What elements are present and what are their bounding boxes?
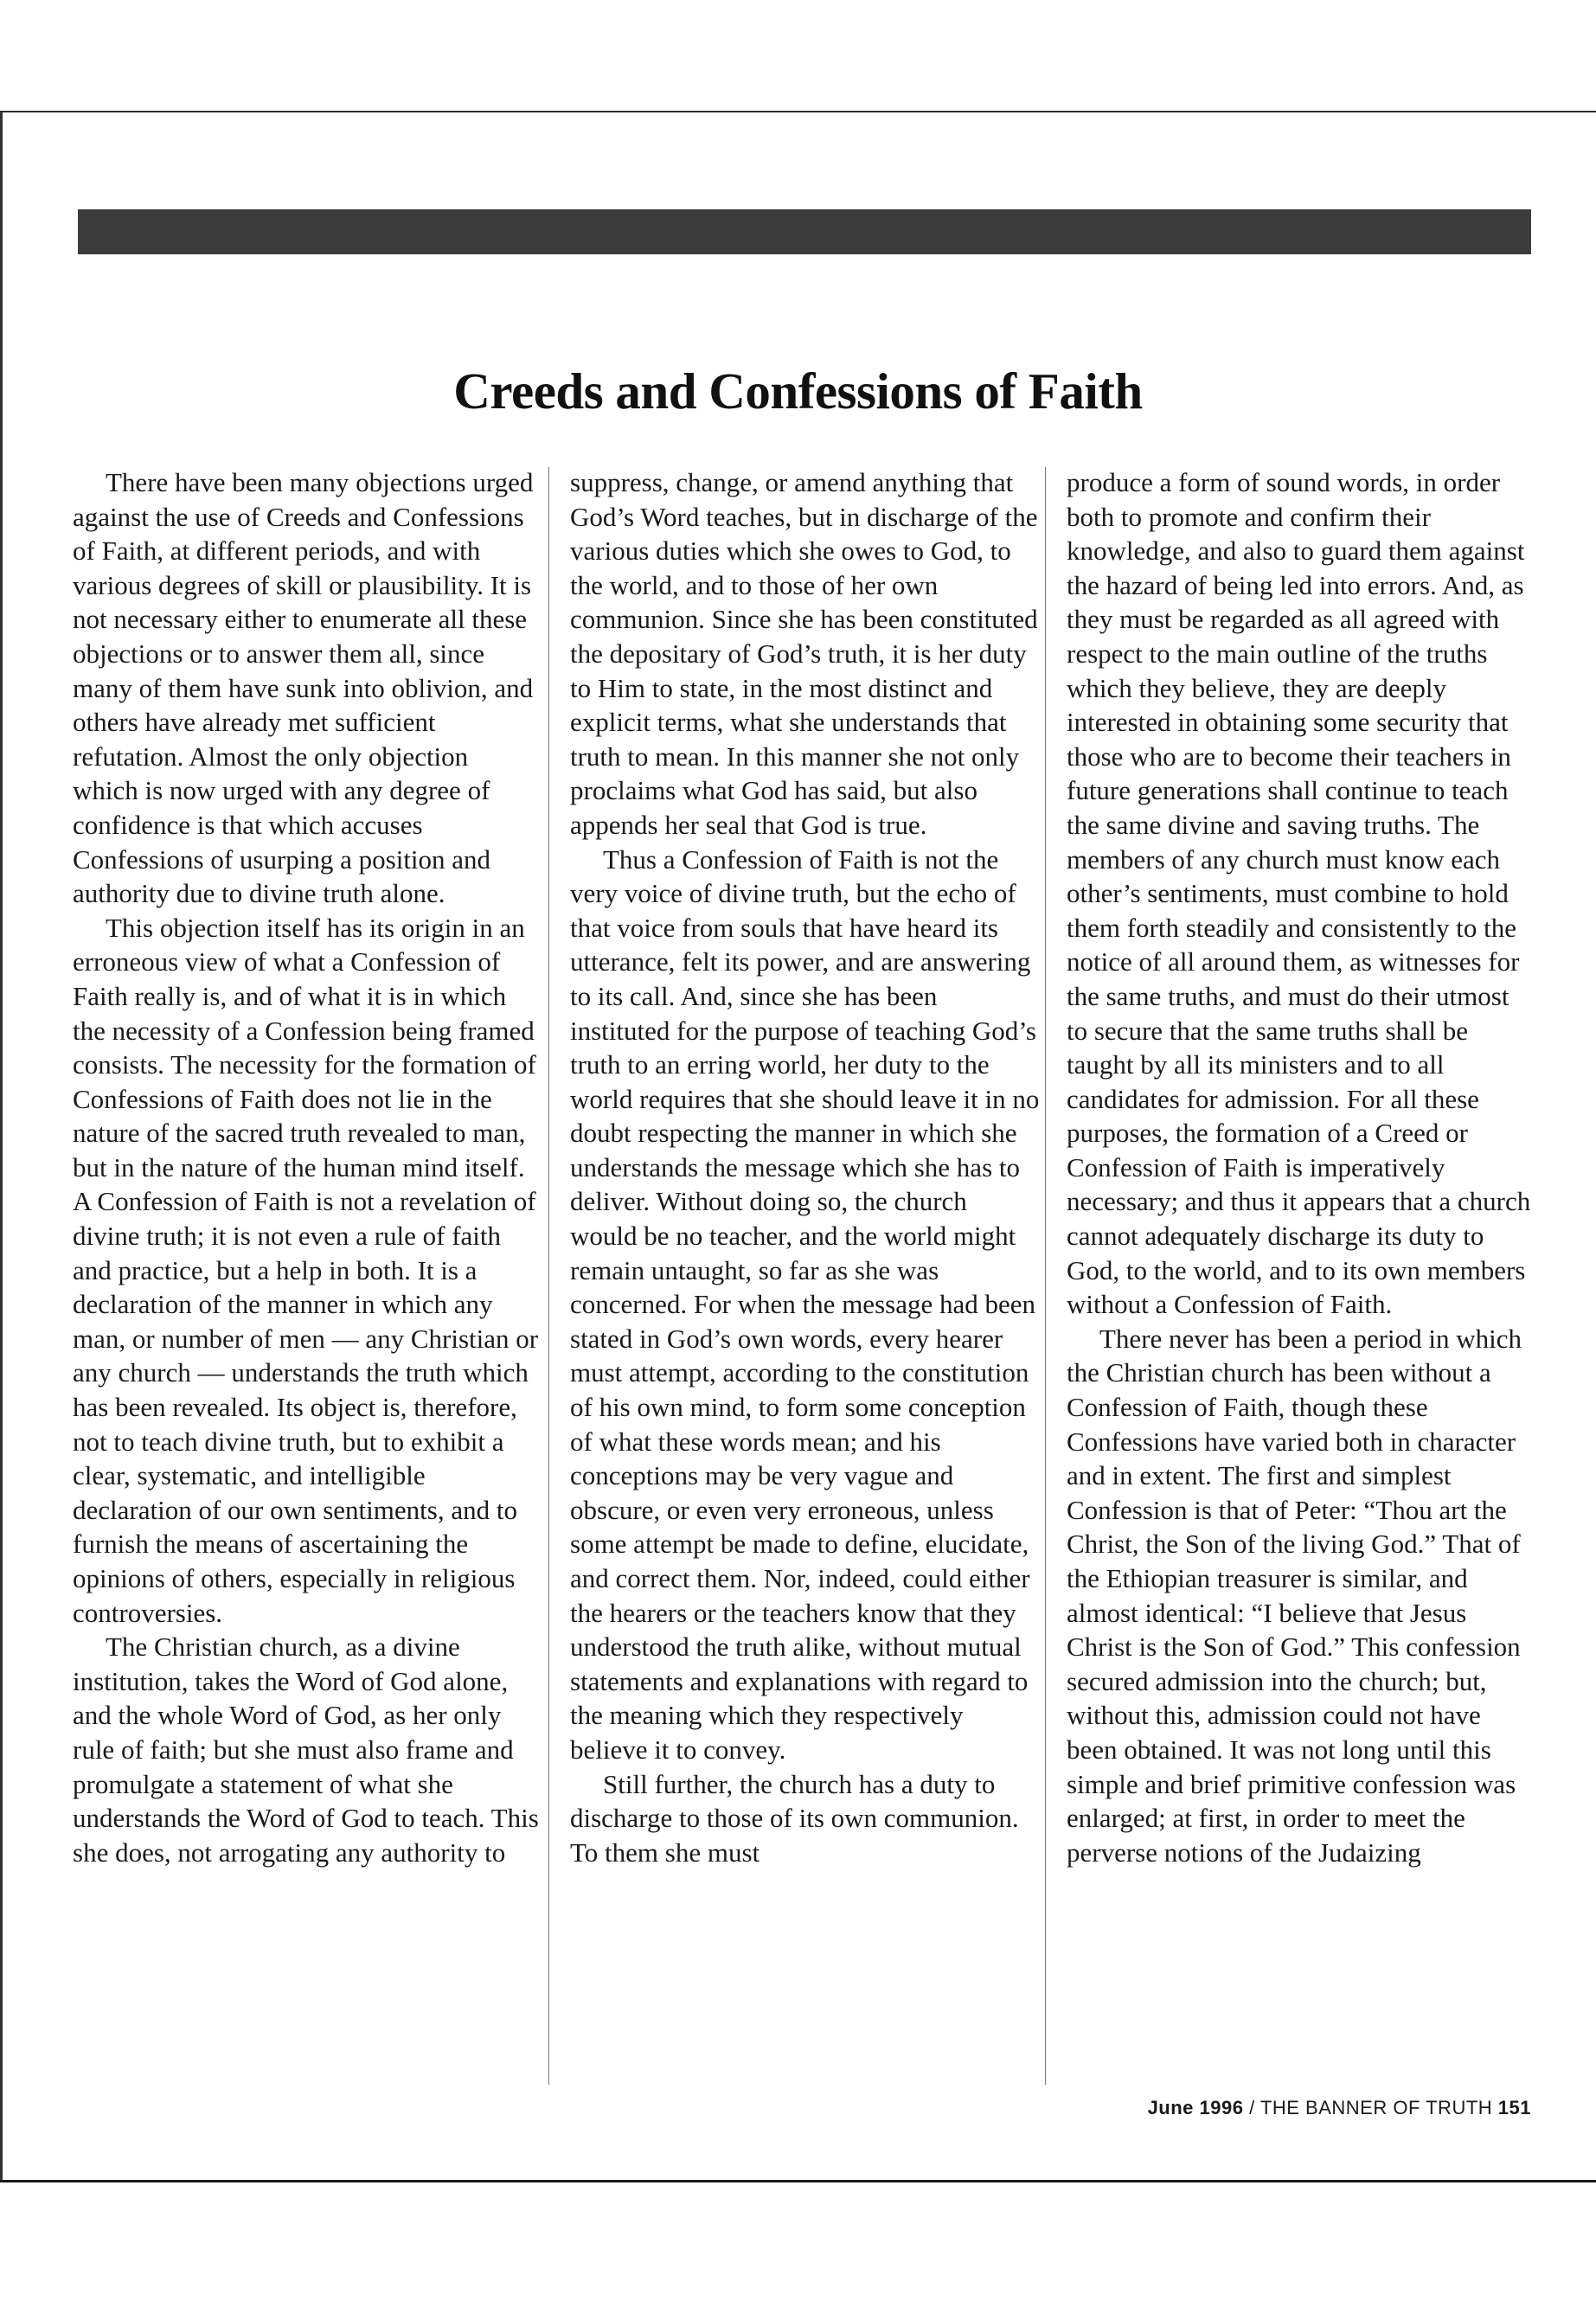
paragraph: Thus a Confession of Faith is not the very voice of divine truth, but the echo of that voice from souls that have heard its utterance, felt its power, and are answering to its call. And, since she has been instituted for the purpose of teaching God’s truth to an erring world, her duty to the world requires that she should leave it in no doubt respecting the manner in which she understands the message which she has to deliver. Without doing so, the church would be no teacher, and the world might remain untaught, so far as she was concerned. For when the message had been stated in God’s own words, every hearer must attempt, according to the constitution of his own mind, to form some conception of what these words mean; and his conceptions may be very vague and obscure, or even very erroneous, unless some attempt be made to define, elucidate, and correct them. Nor, indeed, could either the hearers or the teachers know that they understood the truth alike, without mutual statements and explanations with regard to the meaning which they respectively believe it to convey. [570,843,1040,1765]
article-title: Creeds and Confessions of Faith [453,362,1143,420]
paragraph: This objection itself has its origin in an erroneous view of what a Confession of Faith really is, and of what it is in which the necessity of a Confession being framed consists. The necessity for the formation of Confessions of Faith does not lie in the nature of the sacred truth revealed to man, but in the nature of the human mind itself. A Confession of Faith is not a revelation of divine truth; it is not even a rule of faith and practice, but a help in both. It is a declaration of the manner in which any man, or number of men — any Christian or any church — understands the truth which has been revealed. Its object is, therefore, not to teach divine truth, but to exhibit a clear, systematic, and intelligible declaration of our own sentiments, and to furnish the means of ascertaining the opinions of others, especially in religious controversies. [73,912,539,1628]
paragraph: Still further, the church has a duty to discharge to those of its own communion. To them she must [570,1768,1019,1868]
text-column-2 [570,465,1040,2092]
text-column-1 [73,465,540,2092]
column-divider [548,467,549,2085]
column-divider [1045,467,1046,2085]
bottom-rule [0,2180,1596,2182]
paragraph: suppress, change, or amend anything that God’s Word teaches, but in discharge of the various duties which she owes to God, to the world, and to those of her own communion. Since she has been constituted the depositary of God’s truth, it is her duty to Him to state, in the most distinct and explicit terms, what she understands that truth to mean. In this manner she not only proclaims what God has said, but also appends her seal that God is true. [570,467,1038,840]
footer-date: June 1996 [1147,2097,1244,2118]
footer-separator: / [1249,2097,1255,2118]
footer-publication: THE BANNER OF TRUTH [1259,2097,1493,2118]
page-footer [1073,2097,1531,2119]
paragraph: The Christian church, as a divine institution, takes the Word of God alone, and the whole Word of God, as her only rule of faith; but she must also frame and promulgate a statement of what she understands the Word of God to teach. This she does, not arrogating any authority to [73,1631,539,1868]
top-rule [0,111,1596,112]
header-banner-bar [78,209,1531,254]
left-page-edge [0,112,3,2180]
text-column-3 [1067,465,1535,2092]
paragraph: There never has been a period in which the Christian church has been without a Confession of Faith, though these Confessions have varied both in character and in extent. The first and simplest Confession is that of Peter: “Thou art the Christ, the Son of the living God.” That of the Ethiopian treasurer is similar, and almost identical: “I believe that Jesus Christ is the Son of God.” This confession secured admission into the church; but, without this, admission could not have been obtained. It was not long until this simple and brief primitive confession was enlarged; at first, in order to meet the perverse notions of the Judaizing [1067,1323,1522,1868]
footer-page-number: 151 [1497,2097,1531,2118]
paragraph: produce a form of sound words, in order both to promote and confirm their knowledge, and also to guard them against the hazard of being led into errors. And, as they must be regarded as all agreed with respect to the main outline of the truths which they believe, they are deeply interested in obtaining some security that those who are to become their teachers in future generations shall continue to teach the same divine and saving truths. The members of any church must know each other’s sentiments, must combine to hold them forth steadily and consistently to the notice of all around them, as witnesses for the same truths, and must do their utmost to secure that the same truths shall be taught by all its ministers and to all candidates for admission. For all these purposes, the formation of a Creed or Confession of Faith is imperatively necessary; and thus it appears that a church cannot adequately discharge its duty to God, to the world, and to its own members without a Confession of Faith. [1067,467,1531,1320]
paragraph: There have been many objections urged against the use of Creeds and Confessions of Faith, at different periods, and with various degrees of skill or plausibility. It is not necessary either to enumerate all these objections or to answer them all, since many of them have sunk into oblivion, and others have already met sufficient refutation. Almost the only objection which is now urged with any degree of confidence is that which accuses Confessions of usurping a position and authority due to divine truth alone. [73,467,534,909]
